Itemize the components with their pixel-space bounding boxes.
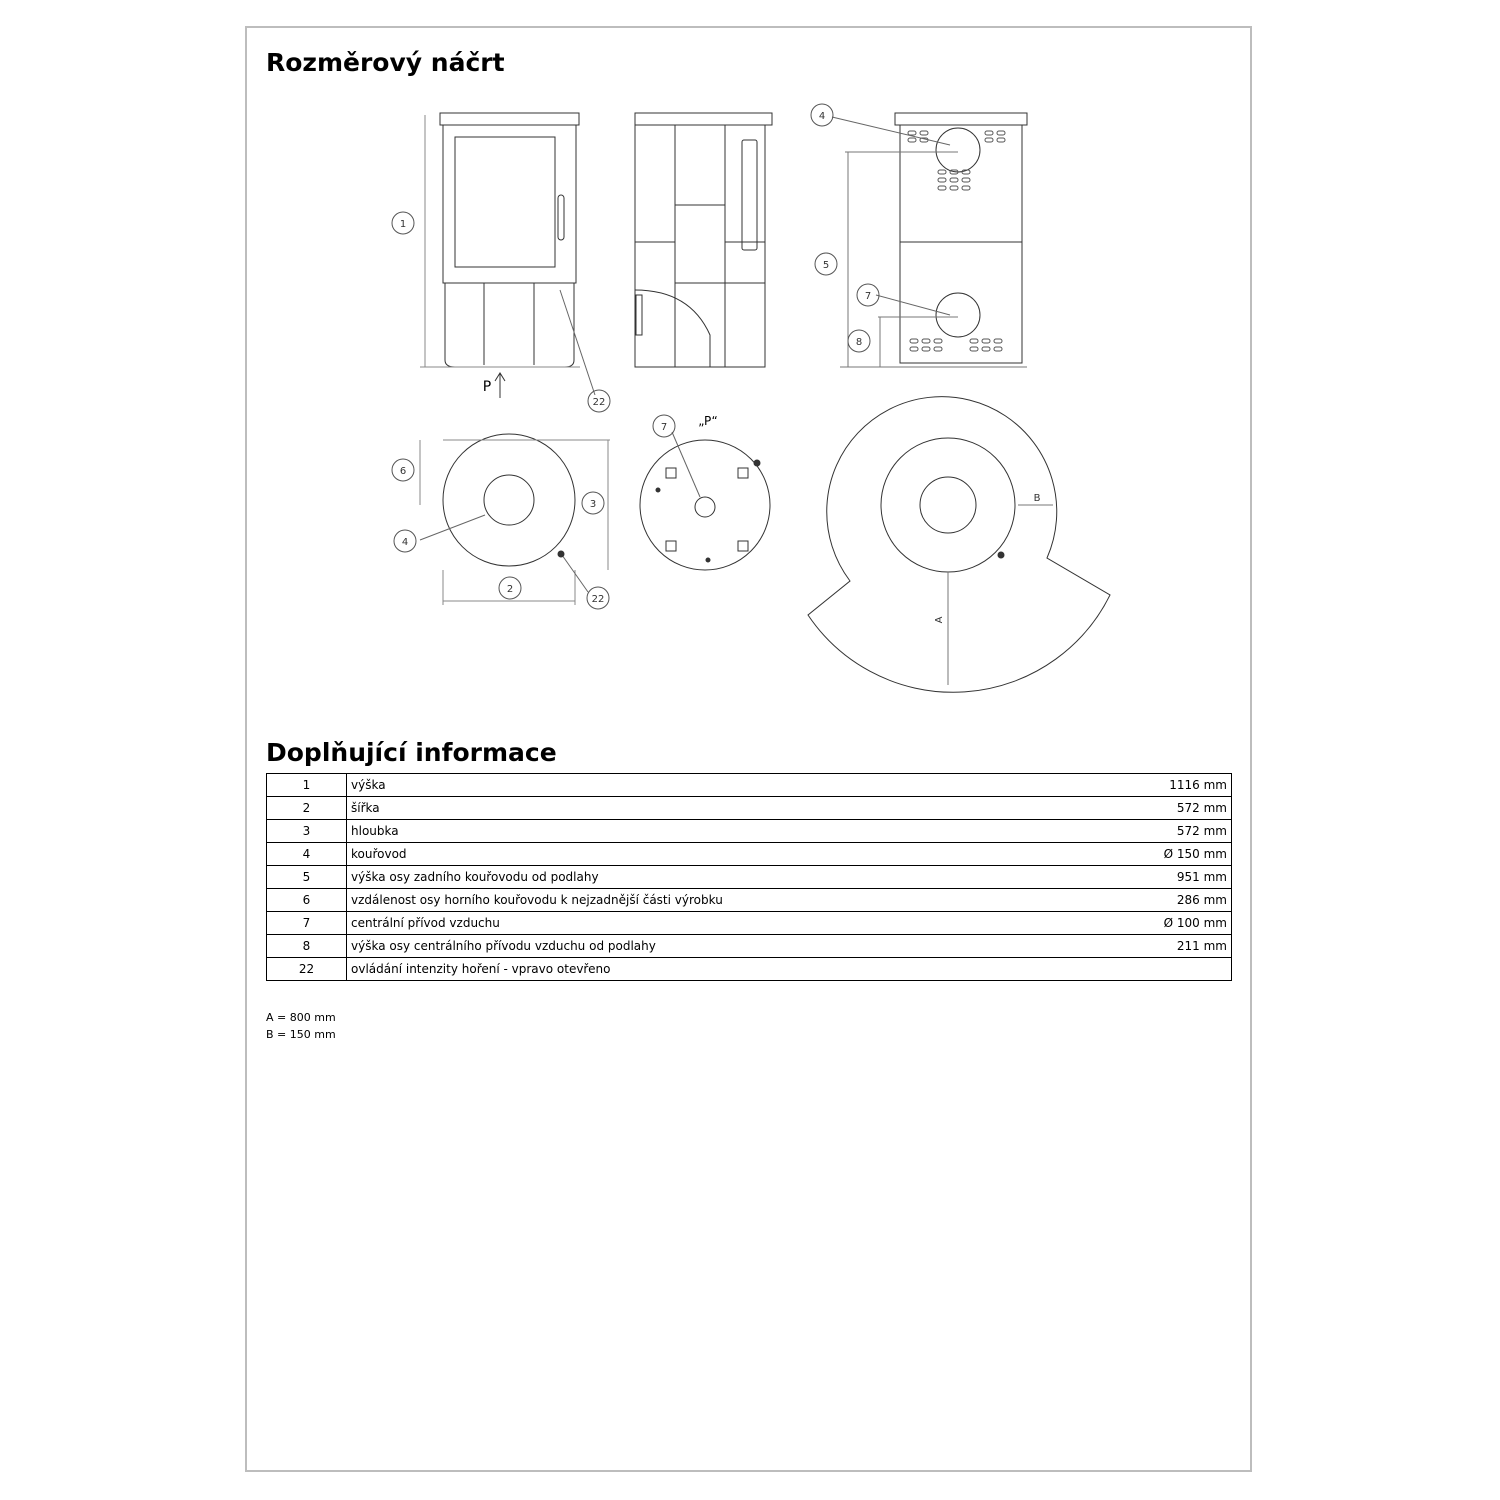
row-description: kouřovod bbox=[347, 843, 1091, 866]
callout-5: 5 bbox=[822, 260, 830, 271]
row-number: 1 bbox=[267, 774, 347, 797]
callout-a: A bbox=[934, 616, 945, 624]
row-description: hloubka bbox=[347, 820, 1091, 843]
row-description: šířka bbox=[347, 797, 1091, 820]
front-view bbox=[420, 113, 595, 398]
callout-6: 6 bbox=[399, 466, 407, 477]
row-value: 211 mm bbox=[1091, 935, 1232, 958]
row-number: 22 bbox=[267, 958, 347, 981]
callout-7-base: 7 bbox=[660, 422, 668, 433]
row-value bbox=[1091, 958, 1232, 981]
clearance-view bbox=[808, 397, 1110, 693]
section-title: Doplňující informace bbox=[266, 738, 557, 767]
row-value: 951 mm bbox=[1091, 866, 1232, 889]
note-b: B = 150 mm bbox=[266, 1028, 336, 1041]
footnotes bbox=[266, 1009, 336, 1043]
front-direction-label: P bbox=[482, 379, 492, 395]
dimensions-table bbox=[266, 773, 1232, 981]
row-value: 572 mm bbox=[1091, 820, 1232, 843]
callout-4-back: 4 bbox=[818, 111, 826, 122]
callout-1: 1 bbox=[399, 219, 407, 230]
dimension-drawing bbox=[370, 95, 1130, 705]
row-value: 286 mm bbox=[1091, 889, 1232, 912]
base-view bbox=[640, 432, 770, 570]
side-view bbox=[635, 113, 772, 367]
row-description: ovládání intenzity hoření - vpravo otevřeno bbox=[347, 958, 1091, 981]
row-value: Ø 150 mm bbox=[1091, 843, 1232, 866]
table-row bbox=[267, 935, 1232, 958]
table-row bbox=[267, 843, 1232, 866]
row-number: 3 bbox=[267, 820, 347, 843]
row-number: 8 bbox=[267, 935, 347, 958]
row-number: 5 bbox=[267, 866, 347, 889]
row-value: 1116 mm bbox=[1091, 774, 1232, 797]
table-row bbox=[267, 774, 1232, 797]
page-title: Rozměrový náčrt bbox=[266, 48, 505, 77]
callout-22-top: 22 bbox=[591, 594, 605, 605]
row-description: výška osy zadního kouřovodu od podlahy bbox=[347, 866, 1091, 889]
callout-8: 8 bbox=[855, 337, 863, 348]
callout-3: 3 bbox=[589, 499, 597, 510]
callout-7-back: 7 bbox=[864, 291, 872, 302]
top-view bbox=[420, 434, 610, 605]
row-number: 4 bbox=[267, 843, 347, 866]
table-row bbox=[267, 866, 1232, 889]
top-view-label: „P“ bbox=[698, 414, 718, 428]
row-description: výška osy centrálního přívodu vzduchu od podlahy bbox=[347, 935, 1091, 958]
table-row bbox=[267, 889, 1232, 912]
row-value: Ø 100 mm bbox=[1091, 912, 1232, 935]
note-a: A = 800 mm bbox=[266, 1011, 336, 1024]
table-row bbox=[267, 912, 1232, 935]
row-description: vzdálenost osy horního kouřovodu k nejzadnější části výrobku bbox=[347, 889, 1091, 912]
row-number: 6 bbox=[267, 889, 347, 912]
row-number: 7 bbox=[267, 912, 347, 935]
row-description: centrální přívod vzduchu bbox=[347, 912, 1091, 935]
table-row bbox=[267, 820, 1232, 843]
back-view bbox=[832, 113, 1027, 367]
callout-2: 2 bbox=[506, 584, 514, 595]
row-value: 572 mm bbox=[1091, 797, 1232, 820]
callout-b: B bbox=[1033, 493, 1041, 504]
table-row bbox=[267, 797, 1232, 820]
row-description: výška bbox=[347, 774, 1091, 797]
callout-22-front: 22 bbox=[592, 397, 606, 408]
callout-4-top: 4 bbox=[401, 537, 409, 548]
row-number: 2 bbox=[267, 797, 347, 820]
table-row bbox=[267, 958, 1232, 981]
